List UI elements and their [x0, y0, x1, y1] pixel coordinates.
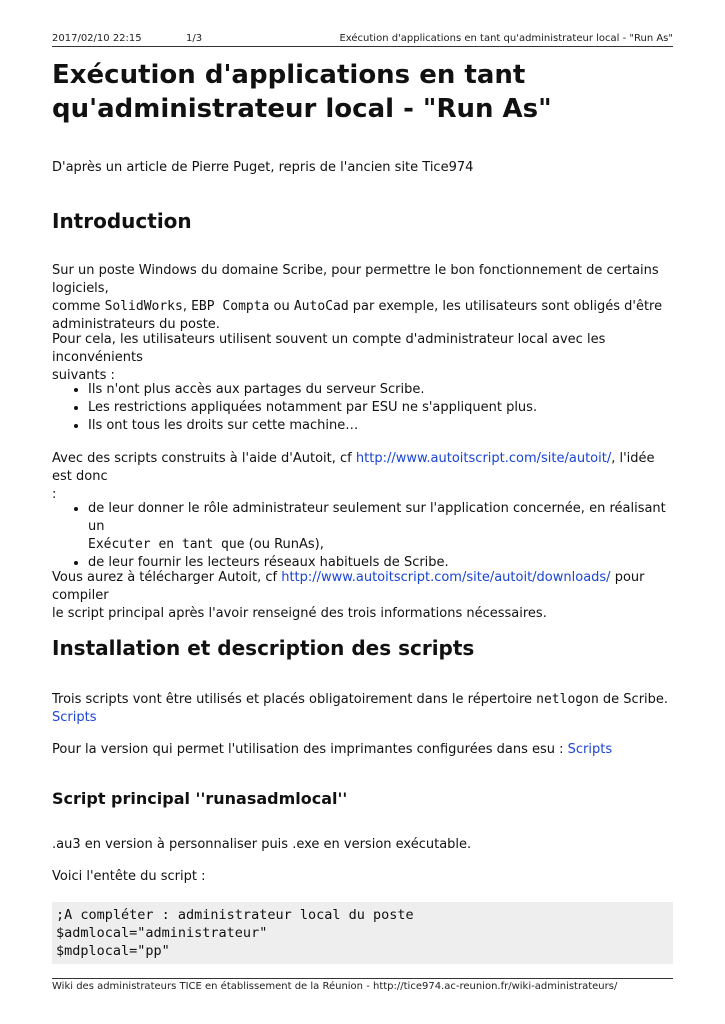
inline-code: EBP Compta	[191, 299, 270, 314]
page-title	[52, 58, 673, 126]
intro-paragraph-1	[52, 262, 673, 334]
intro-paragraph-3	[52, 450, 673, 504]
list-item	[88, 500, 673, 554]
code-line: $admlocal="administrateur"	[56, 925, 268, 941]
text: :	[52, 487, 57, 502]
text: ,	[182, 299, 192, 314]
script-paragraph-1: .au3 en version à personnaliser puis .exe en version exécutable.	[52, 837, 472, 852]
inline-code: SolidWorks	[104, 299, 183, 314]
text: pour compiler	[52, 570, 645, 603]
intro-paragraph-2	[52, 331, 673, 385]
inline-code: Exécuter en tant que	[88, 537, 245, 552]
text: administrateurs du poste.	[52, 317, 220, 332]
text: par exemple, les utilisateurs sont obligés d'être	[348, 299, 663, 314]
install-paragraph-2	[52, 741, 673, 759]
page-footer: Wiki des administrateurs TICE en établissement de la Réunion - http://tice974.ac-reunion.fr/wiki-administrateurs/	[52, 978, 673, 993]
heading-introduction: Introduction	[52, 209, 192, 233]
text: suivants :	[52, 368, 115, 383]
text: comme	[52, 299, 105, 314]
text: Pour cela, les utilisateurs utilisent souvent un compte d'administrateur local avec les inconvénients	[52, 332, 606, 365]
list-item: • Ils n'ont plus accès aux partages du serveur Scribe.	[88, 381, 673, 399]
text: (ou RunAs),	[244, 537, 324, 552]
text: de leur donner le rôle administrateur seulement sur l'application concernée, en réalisant un	[88, 501, 666, 534]
code-block	[52, 902, 673, 964]
header-title: Exécution d'applications en tant qu'administrateur local - "Run As"	[339, 33, 673, 44]
heading-installation: Installation et description des scripts	[52, 636, 475, 660]
page-number: 1/3	[186, 33, 203, 44]
code-line: $mdplocal="pp"	[56, 943, 170, 959]
list-item: • Ils ont tous les droits sur cette machine…	[88, 417, 673, 435]
text: de Scribe.	[598, 692, 669, 707]
text: Vous aurez à télécharger Autoit, cf	[52, 570, 282, 585]
intro-paragraph-4	[52, 569, 673, 623]
text: , l'idée est donc	[52, 451, 655, 484]
text: Sur un poste Windows du domaine Scribe, pour permettre le bon fonctionnement de certains logiciels,	[52, 263, 659, 296]
script-paragraph-2: Voici l'entête du script :	[52, 869, 206, 884]
autoit-link[interactable]: http://www.autoitscript.com/site/autoit/	[355, 451, 612, 466]
print-date: 2017/02/10 22:15	[52, 33, 142, 44]
page-title-line1: Exécution d'applications en tant	[52, 60, 526, 90]
list-item: • Les restrictions appliquées notamment par ESU ne s'appliquent plus.	[88, 399, 673, 417]
text: Pour la version qui permet l'utilisation des imprimantes configurées dans esu :	[52, 742, 568, 757]
scripts-printers-link[interactable]: Scripts	[567, 742, 613, 757]
autoit-downloads-link[interactable]: http://www.autoitscript.com/site/autoit/downloads/	[281, 570, 611, 585]
heading-script-principal: Script principal ''runasadmlocal''	[52, 789, 348, 808]
text: le script principal après l'avoir renseigné des trois informations nécessaires.	[52, 606, 547, 621]
code-line: ;A compléter : administrateur local du poste	[56, 907, 414, 923]
install-paragraph-1	[52, 691, 673, 727]
goals-list	[52, 500, 673, 572]
inline-code: netlogon	[536, 692, 599, 707]
inline-code: AutoCad	[293, 299, 349, 314]
text: Trois scripts vont être utilisés et placés obligatoirement dans le répertoire	[52, 692, 537, 707]
scripts-link[interactable]: Scripts	[52, 710, 97, 725]
page-title-line2: qu'administrateur local - "Run As"	[52, 94, 552, 124]
text: ou	[269, 299, 294, 314]
list-item: • de leur fournir les lecteurs réseaux habituels de Scribe.	[88, 554, 673, 572]
page-header	[52, 33, 673, 47]
drawbacks-list	[52, 381, 673, 435]
subtitle: D'après un article de Pierre Puget, repris de l'ancien site Tice974	[52, 160, 474, 175]
text: Avec des scripts construits à l'aide d'Autoit, cf	[52, 451, 356, 466]
